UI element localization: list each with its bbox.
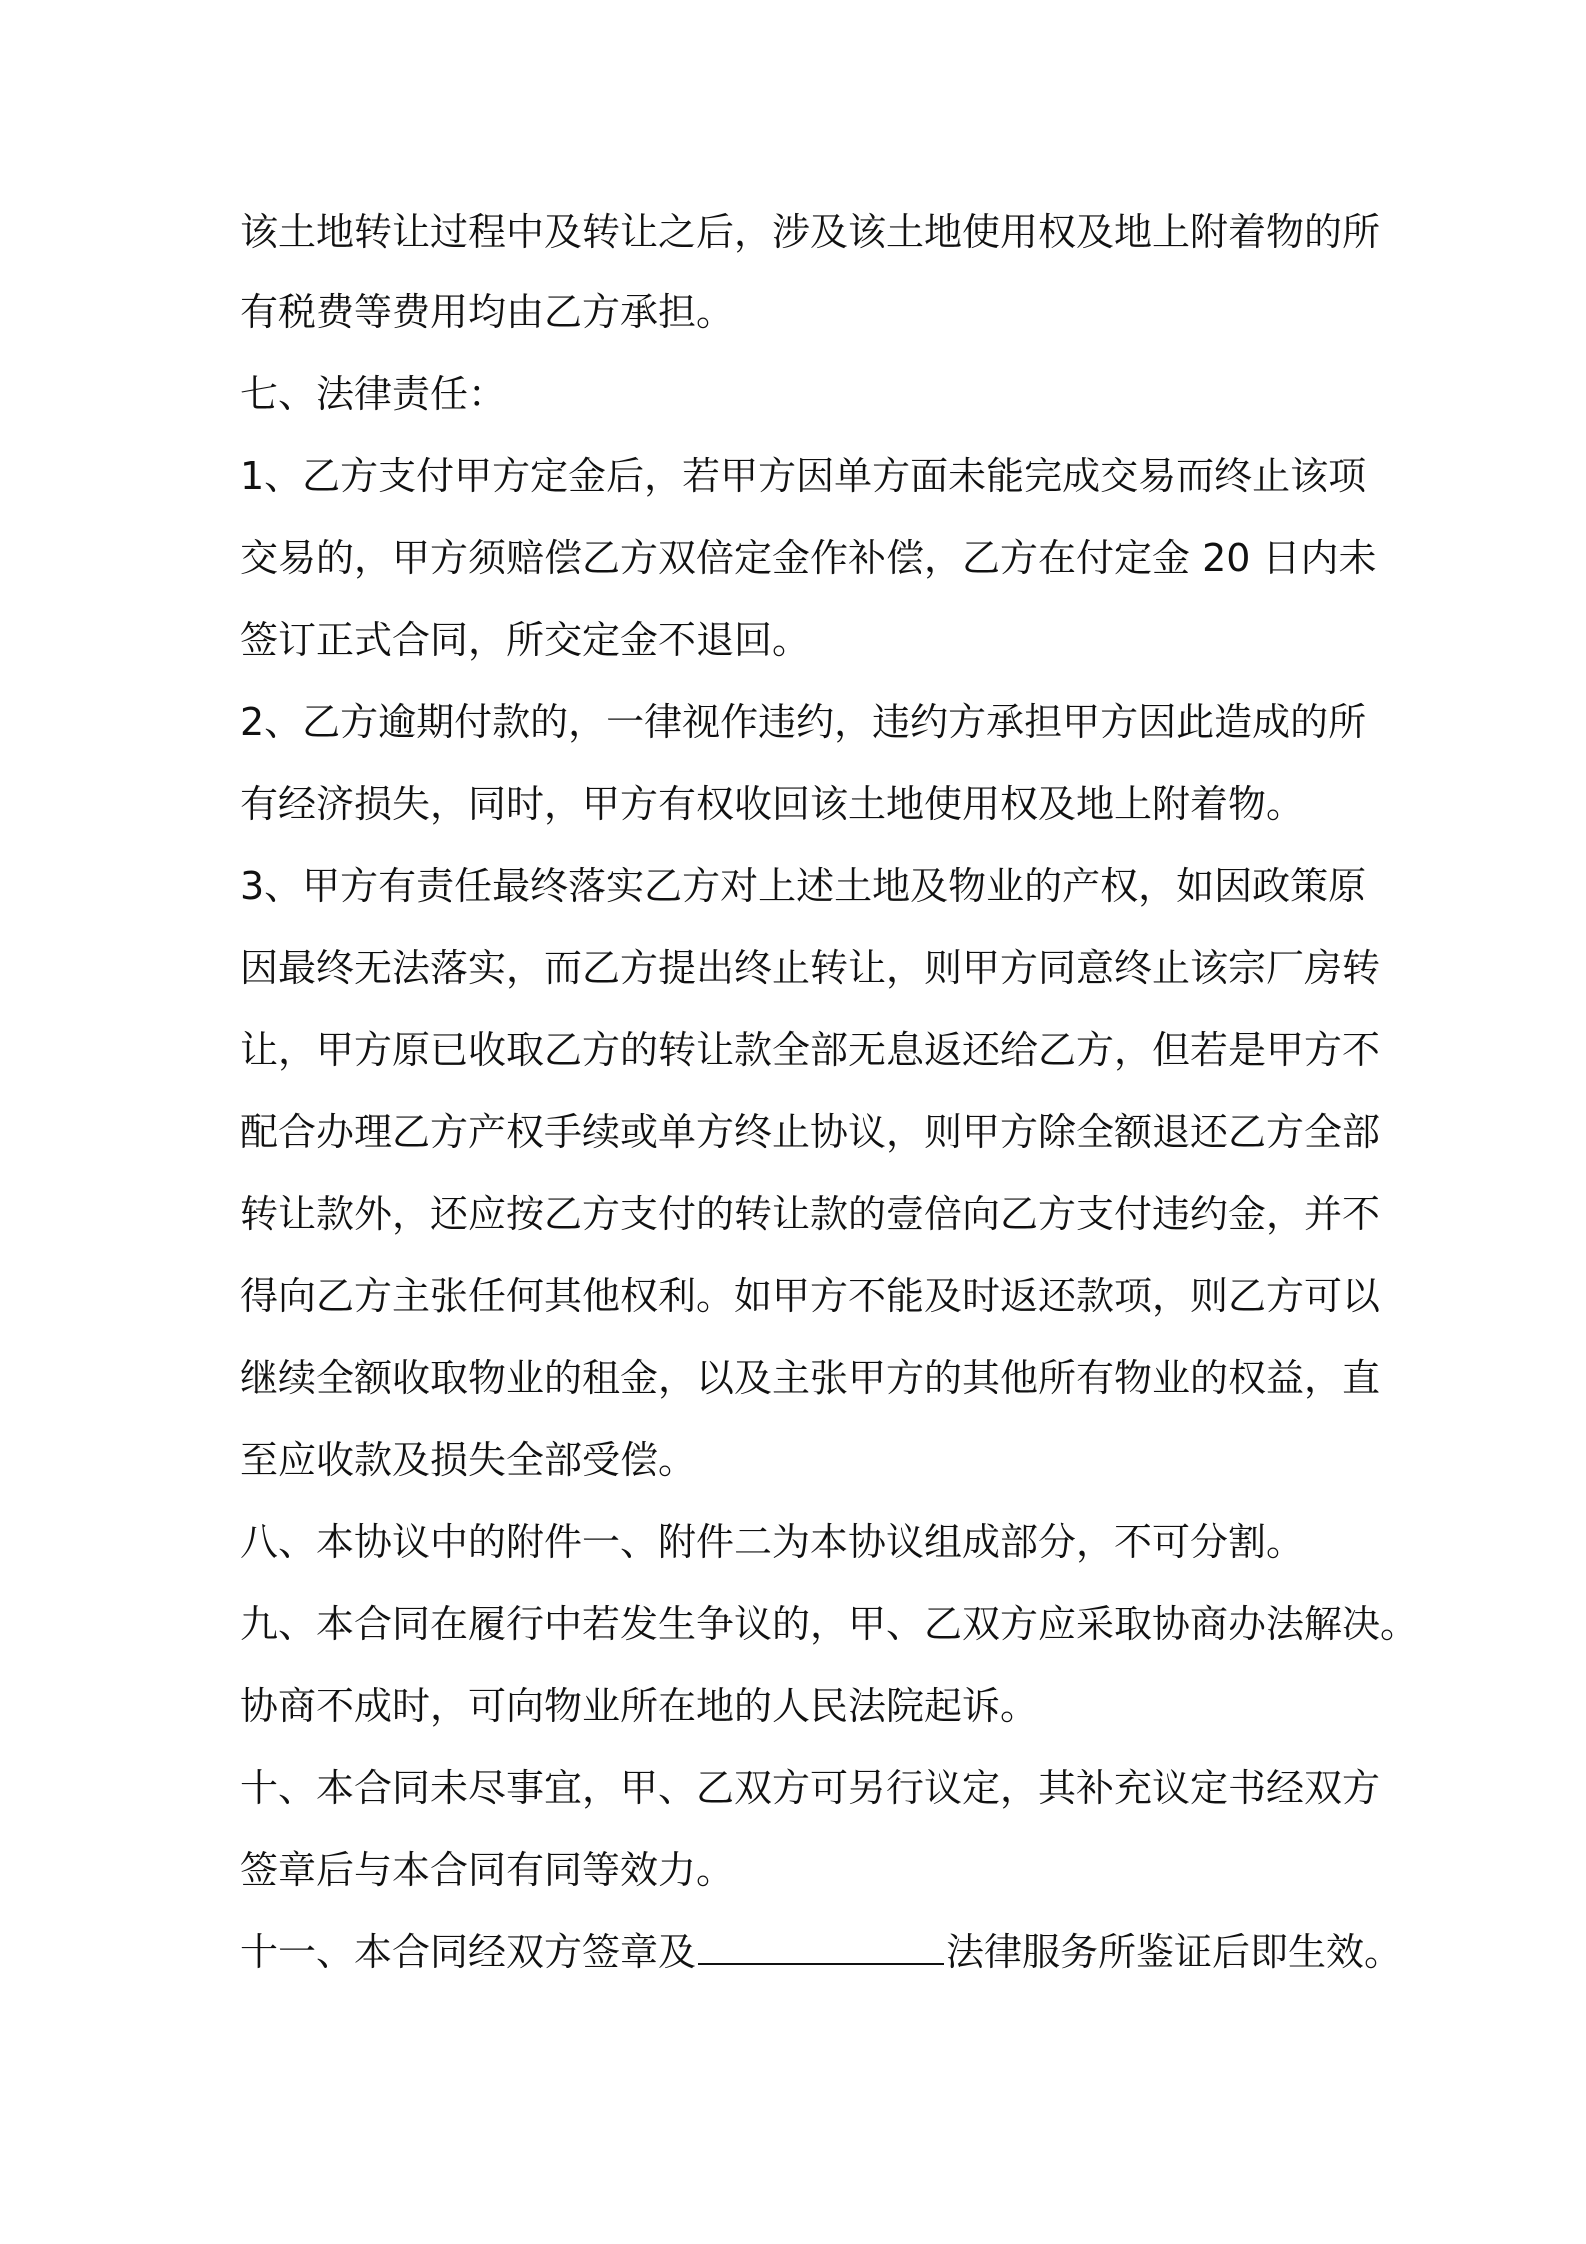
text-line: 因最终无法落实，而乙方提出终止转让，则甲方同意终止该宗厂房转 bbox=[240, 946, 1381, 990]
text-line: 交易的，甲方须赔偿乙方双倍定金作补偿，乙方在付定金 20 日内未 bbox=[240, 536, 1377, 580]
text-line: 转让款外，还应按乙方支付的转让款的壹倍向乙方支付违约金，并不 bbox=[240, 1192, 1381, 1236]
text-line: 十、本合同未尽事宜，甲、乙双方可另行议定，其补充议定书经双方 bbox=[240, 1766, 1381, 1810]
text-line: 签章后与本合同有同等效力。 bbox=[240, 1848, 735, 1892]
text-line: 1、乙方支付甲方定金后，若甲方因单方面未能完成交易而终止该项 bbox=[240, 454, 1367, 498]
text-line: 九、本合同在履行中若发生争议的，甲、乙双方应采取协商办法解决。 bbox=[240, 1602, 1419, 1646]
text-line: 继续全额收取物业的租金，以及主张甲方的其他所有物业的权益，直 bbox=[240, 1356, 1381, 1400]
clause-text-before: 十一、本合同经双方签章及 bbox=[240, 1930, 697, 1974]
text-line: 有经济损失，同时，甲方有权收回该土地使用权及地上附着物。 bbox=[240, 782, 1305, 826]
section-heading: 七、法律责任： bbox=[240, 372, 507, 416]
text-line: 配合办理乙方产权手续或单方终止协议，则甲方除全额退还乙方全部 bbox=[240, 1110, 1381, 1154]
text-line: 至应收款及损失全部受偿。 bbox=[240, 1438, 697, 1482]
text-line: 签订正式合同，所交定金不退回。 bbox=[240, 618, 811, 662]
text-line: 得向乙方主张任何其他权利。如甲方不能及时返还款项，则乙方可以 bbox=[240, 1274, 1381, 1318]
text-line: 3、甲方有责任最终落实乙方对上述土地及物业的产权，如因政策原 bbox=[240, 864, 1367, 908]
fill-in-blank bbox=[698, 1929, 944, 1965]
clause-text-after: 法律服务所鉴证后即生效。 bbox=[946, 1930, 1403, 1974]
text-line: 八、本协议中的附件一、附件二为本协议组成部分，不可分割。 bbox=[240, 1520, 1305, 1564]
text-line: 该土地转让过程中及转让之后，涉及该土地使用权及地上附着物的所 bbox=[240, 210, 1381, 254]
text-line-with-blank bbox=[240, 1928, 1402, 1976]
text-line: 有税费等费用均由乙方承担。 bbox=[240, 290, 735, 334]
text-line: 让，甲方原已收取乙方的转让款全部无息返还给乙方，但若是甲方不 bbox=[240, 1028, 1381, 1072]
text-line: 2、乙方逾期付款的，一律视作违约，违约方承担甲方因此造成的所 bbox=[240, 700, 1367, 744]
text-line: 协商不成时，可向物业所在地的人民法院起诉。 bbox=[240, 1684, 1039, 1728]
